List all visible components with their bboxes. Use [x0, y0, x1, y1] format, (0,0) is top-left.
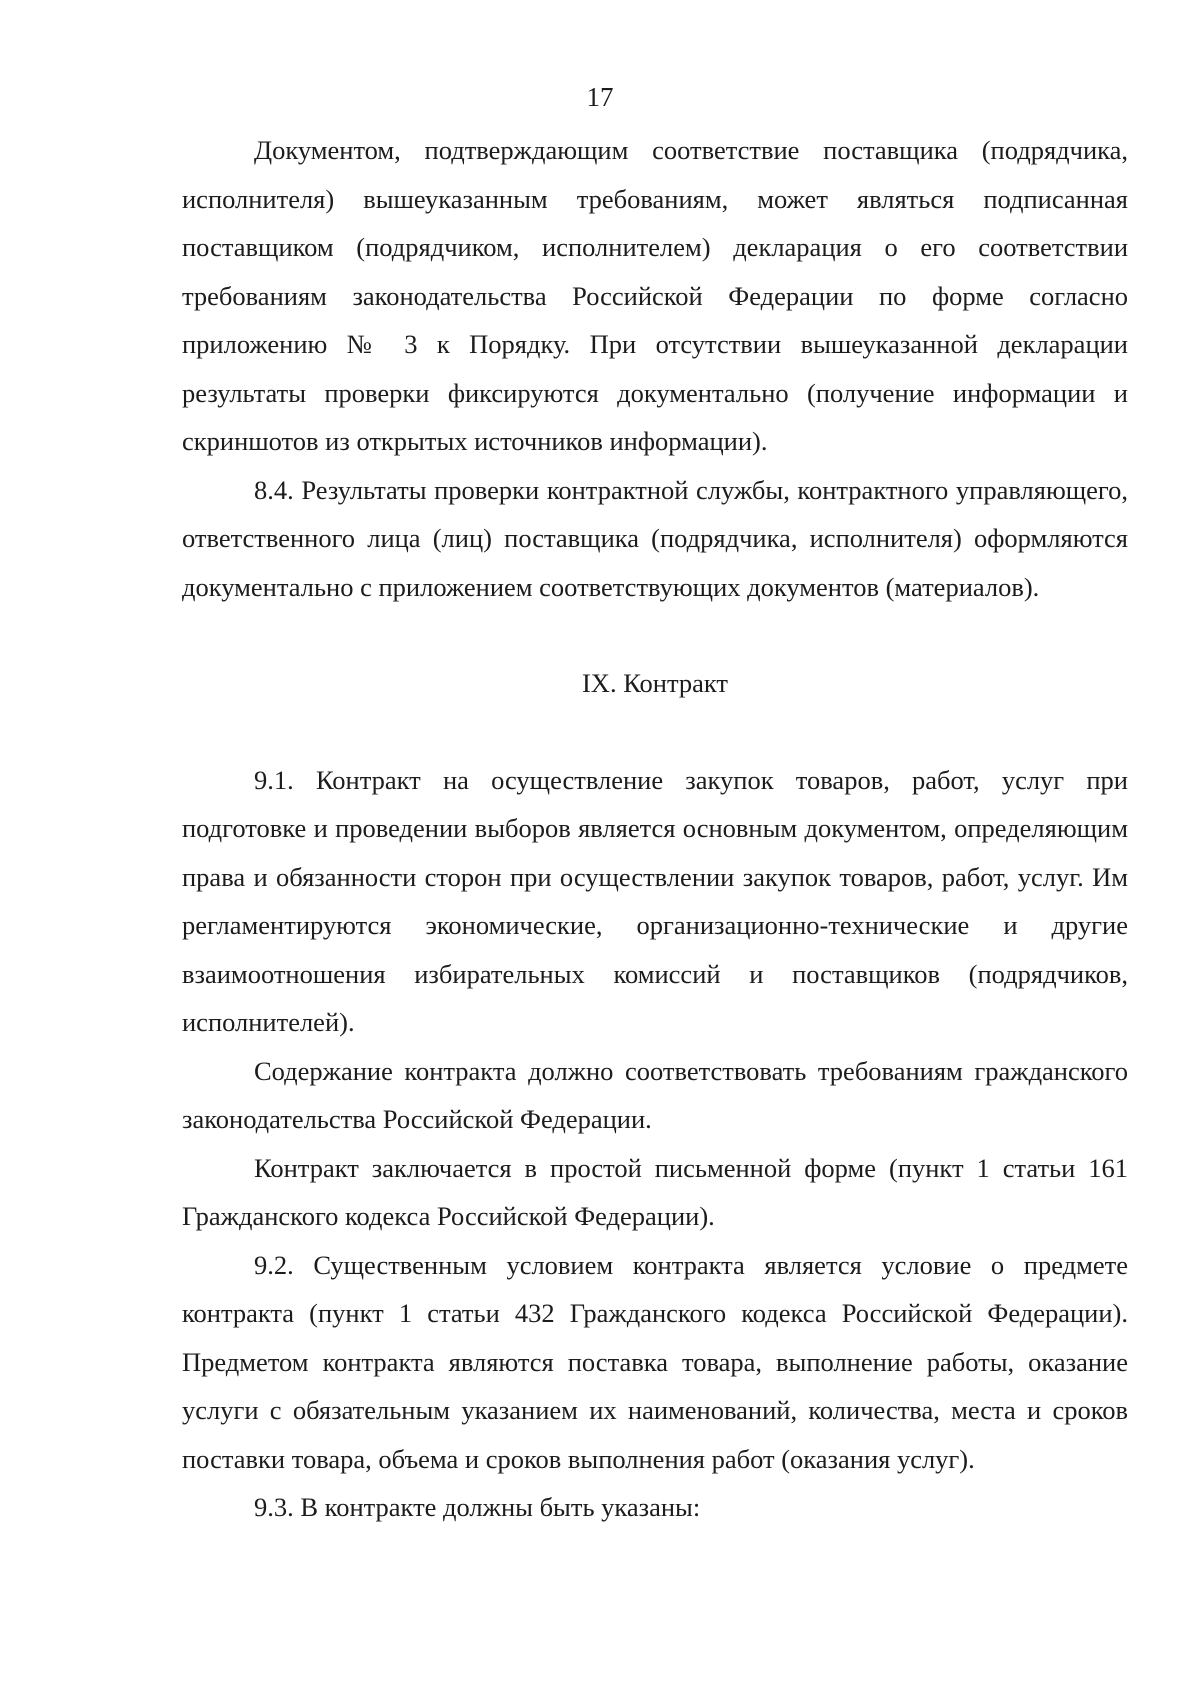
paragraph-8-4: 8.4. Результаты проверки контрактной службы, контрактного управляющего, ответственного лица (лиц) поставщика (подрядчика, исполнителя) оформляются документально с приложением соответствующих документов (материалов). [182, 474, 1128, 602]
paragraph-declaration: Документом, подтверждающим соответствие поставщика (подрядчика, исполнителя) вышеуказанным требованиям, может являться подписанная поставщиком (подрядчиком, исполнителем) декларация о его соответствии требованиям законодательства Российской Федерации по форме согласно приложению № 3 к Порядку. При отсутствии вышеуказанной декларации результаты проверки фиксируются документально (получение информации и скриншотов из открытых источников информации). [182, 135, 1128, 456]
paragraph-contract-form: Контракт заключается в простой письменной форме (пункт 1 статьи 161 Гражданского кодекса Российской Федерации). [182, 1152, 1128, 1231]
document-body [182, 126, 1128, 1532]
paragraph-contract-content: Содержание контракта должно соответствовать требованиям гражданского законодательства Российской Федерации. [182, 1055, 1128, 1134]
section-heading-ix: IX. Контракт [581, 668, 729, 698]
paragraph-9-1: 9.1. Контракт на осуществление закупок товаров, работ, услуг при подготовке и проведении выборов является основным документом, определяющим права и обязанности сторон при осуществлении закупок товаров, работ, услуг. Им регламентируются экономические, организационно-технические и другие взаимоотношения избирательных комиссий и поставщиков (подрядчиков, исполнителей). [182, 764, 1128, 1037]
page-number: 17 [586, 82, 614, 112]
paragraph-9-3: 9.3. В контракте должны быть указаны: [254, 1492, 701, 1522]
paragraph-9-2: 9.2. Существенным условием контракта является условие о предмете контракта (пункт 1 статьи 432 Гражданского кодекса Российской Федерации). Предметом контракта являются поставка товара, выполнение работы, оказание услуги с обязательным указанием их наименований, количества, места и сроков поставки товара, объема и сроков выполнения работ (оказания услуг). [182, 1249, 1128, 1474]
